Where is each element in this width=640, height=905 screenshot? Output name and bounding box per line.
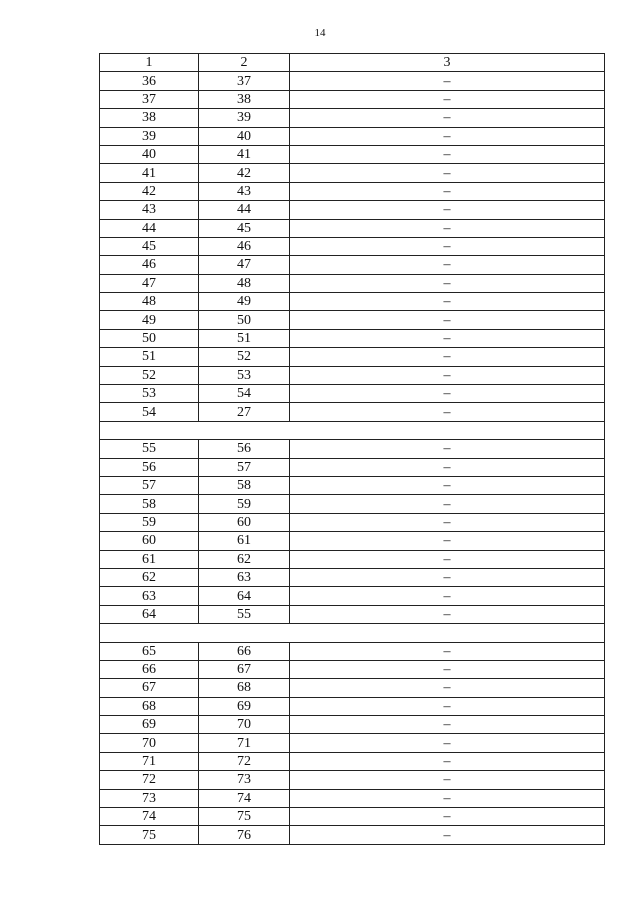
number-cell: 54 — [199, 385, 290, 403]
number-cell: 76 — [199, 826, 290, 844]
number-cell: 59 — [100, 513, 199, 531]
table-row — [100, 182, 605, 200]
dash-cell: – — [290, 826, 605, 844]
table-row — [100, 550, 605, 568]
table-row — [100, 734, 605, 752]
number-cell: 50 — [100, 329, 199, 347]
number-cell: 73 — [199, 771, 290, 789]
dash-cell: – — [290, 274, 605, 292]
number-cell: 70 — [199, 716, 290, 734]
number-cell: 75 — [199, 808, 290, 826]
separator-cell — [100, 624, 605, 642]
dash-cell: – — [290, 256, 605, 274]
number-cell: 45 — [100, 237, 199, 255]
dash-cell: – — [290, 329, 605, 347]
table-row — [100, 808, 605, 826]
dash-cell: – — [290, 679, 605, 697]
dash-cell: – — [290, 587, 605, 605]
number-cell: 45 — [199, 219, 290, 237]
dash-cell: – — [290, 771, 605, 789]
number-cell: 49 — [100, 311, 199, 329]
dash-cell: – — [290, 752, 605, 770]
dash-cell: – — [290, 72, 605, 90]
number-cell: 52 — [100, 366, 199, 384]
number-cell: 74 — [199, 789, 290, 807]
table-row — [100, 513, 605, 531]
table-row — [100, 771, 605, 789]
number-cell: 47 — [199, 256, 290, 274]
number-cell: 67 — [100, 679, 199, 697]
number-cell: 56 — [199, 440, 290, 458]
number-cell: 61 — [199, 532, 290, 550]
number-cell: 58 — [100, 495, 199, 513]
number-cell: 55 — [199, 605, 290, 623]
number-cell: 44 — [199, 201, 290, 219]
table-row — [100, 145, 605, 163]
number-cell: 47 — [100, 274, 199, 292]
table-row — [100, 403, 605, 421]
number-cell: 57 — [100, 476, 199, 494]
table-row — [100, 127, 605, 145]
number-cell: 41 — [100, 164, 199, 182]
dash-cell: – — [290, 550, 605, 568]
dash-cell: – — [290, 237, 605, 255]
dash-cell: – — [290, 127, 605, 145]
number-cell: 39 — [199, 109, 290, 127]
number-cell: 43 — [100, 201, 199, 219]
number-cell: 42 — [199, 164, 290, 182]
table-row — [100, 752, 605, 770]
column-header: 1 — [100, 54, 199, 72]
header-row — [100, 54, 605, 72]
number-cell: 43 — [199, 182, 290, 200]
dash-cell: – — [290, 568, 605, 586]
dash-cell: – — [290, 164, 605, 182]
table-row — [100, 72, 605, 90]
number-cell: 53 — [199, 366, 290, 384]
number-cell: 71 — [100, 752, 199, 770]
number-cell: 55 — [100, 440, 199, 458]
table-row — [100, 293, 605, 311]
table-row — [100, 109, 605, 127]
table-row — [100, 642, 605, 660]
number-cell: 72 — [100, 771, 199, 789]
dash-cell: – — [290, 605, 605, 623]
table-row — [100, 789, 605, 807]
number-cell: 74 — [100, 808, 199, 826]
number-cell: 44 — [100, 219, 199, 237]
table-row — [100, 440, 605, 458]
number-cell: 57 — [199, 458, 290, 476]
dash-cell: – — [290, 476, 605, 494]
dash-cell: – — [290, 495, 605, 513]
separator-cell — [100, 421, 605, 439]
table-row — [100, 458, 605, 476]
dash-cell: – — [290, 182, 605, 200]
number-cell: 51 — [199, 329, 290, 347]
number-cell: 60 — [100, 532, 199, 550]
number-cell: 75 — [100, 826, 199, 844]
number-cell: 27 — [199, 403, 290, 421]
number-cell: 37 — [199, 72, 290, 90]
number-cell: 41 — [199, 145, 290, 163]
number-cell: 38 — [199, 90, 290, 108]
table-row — [100, 366, 605, 384]
number-cell: 56 — [100, 458, 199, 476]
number-cell: 49 — [199, 293, 290, 311]
number-cell: 58 — [199, 476, 290, 494]
dash-cell: – — [290, 366, 605, 384]
table-row — [100, 679, 605, 697]
dash-cell: – — [290, 660, 605, 678]
dash-cell: – — [290, 201, 605, 219]
number-cell: 53 — [100, 385, 199, 403]
number-cell: 48 — [100, 293, 199, 311]
number-cell: 69 — [100, 716, 199, 734]
dash-cell: – — [290, 716, 605, 734]
group-separator-row — [100, 624, 605, 642]
column-header: 3 — [290, 54, 605, 72]
table-row — [100, 385, 605, 403]
dash-cell: – — [290, 385, 605, 403]
number-cell: 64 — [100, 605, 199, 623]
number-cell: 50 — [199, 311, 290, 329]
number-cell: 68 — [100, 697, 199, 715]
dash-cell: – — [290, 145, 605, 163]
number-cell: 36 — [100, 72, 199, 90]
number-cell: 67 — [199, 660, 290, 678]
number-cell: 48 — [199, 274, 290, 292]
number-cell: 63 — [100, 587, 199, 605]
number-cell: 71 — [199, 734, 290, 752]
table-row — [100, 201, 605, 219]
dash-cell: – — [290, 642, 605, 660]
number-cell: 39 — [100, 127, 199, 145]
table-row — [100, 237, 605, 255]
table-row — [100, 329, 605, 347]
table-row — [100, 164, 605, 182]
table-row — [100, 826, 605, 844]
number-cell: 40 — [100, 145, 199, 163]
number-cell: 73 — [100, 789, 199, 807]
table-row — [100, 311, 605, 329]
number-cell: 37 — [100, 90, 199, 108]
number-cell: 65 — [100, 642, 199, 660]
number-cell: 54 — [100, 403, 199, 421]
number-cell: 72 — [199, 752, 290, 770]
number-cell: 52 — [199, 348, 290, 366]
number-cell: 38 — [100, 109, 199, 127]
number-cell: 42 — [100, 182, 199, 200]
number-cell: 59 — [199, 495, 290, 513]
table-row — [100, 532, 605, 550]
group-separator-row — [100, 421, 605, 439]
table-row — [100, 587, 605, 605]
number-cell: 63 — [199, 568, 290, 586]
number-cell: 69 — [199, 697, 290, 715]
dash-cell: – — [290, 219, 605, 237]
table-row — [100, 716, 605, 734]
number-cell: 40 — [199, 127, 290, 145]
table-row — [100, 274, 605, 292]
page-number: 14 — [314, 27, 326, 39]
dash-cell: – — [290, 513, 605, 531]
table-row — [100, 256, 605, 274]
table-row — [100, 568, 605, 586]
dash-cell: – — [290, 90, 605, 108]
number-cell: 51 — [100, 348, 199, 366]
dash-cell: – — [290, 697, 605, 715]
data-table — [99, 53, 605, 845]
number-cell: 46 — [100, 256, 199, 274]
dash-cell: – — [290, 311, 605, 329]
number-cell: 68 — [199, 679, 290, 697]
number-cell: 61 — [100, 550, 199, 568]
dash-cell: – — [290, 532, 605, 550]
dash-cell: – — [290, 348, 605, 366]
table-row — [100, 476, 605, 494]
table-row — [100, 90, 605, 108]
number-cell: 70 — [100, 734, 199, 752]
dash-cell: – — [290, 789, 605, 807]
dash-cell: – — [290, 109, 605, 127]
table-row — [100, 697, 605, 715]
dash-cell: – — [290, 458, 605, 476]
dash-cell: – — [290, 403, 605, 421]
table-row — [100, 495, 605, 513]
table-row — [100, 605, 605, 623]
table-row — [100, 348, 605, 366]
number-cell: 46 — [199, 237, 290, 255]
dash-cell: – — [290, 734, 605, 752]
number-cell: 64 — [199, 587, 290, 605]
dash-cell: – — [290, 440, 605, 458]
table-row — [100, 219, 605, 237]
table-body — [100, 72, 605, 844]
number-cell: 62 — [199, 550, 290, 568]
number-cell: 62 — [100, 568, 199, 586]
table-row — [100, 660, 605, 678]
column-header: 2 — [199, 54, 290, 72]
dash-cell: – — [290, 808, 605, 826]
number-cell: 66 — [199, 642, 290, 660]
dash-cell: – — [290, 293, 605, 311]
number-cell: 60 — [199, 513, 290, 531]
number-cell: 66 — [100, 660, 199, 678]
